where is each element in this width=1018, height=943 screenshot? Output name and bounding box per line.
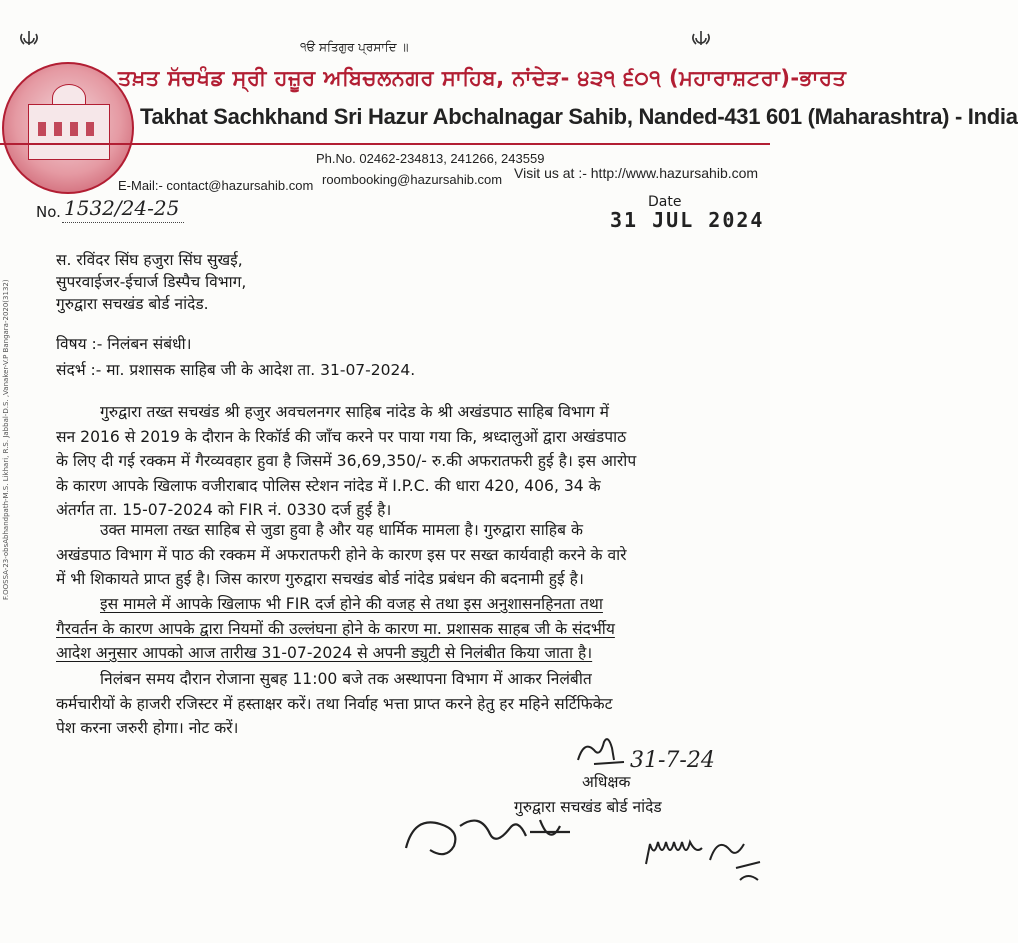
website: Visit us at :- http://www.hazursahib.com [514, 165, 759, 181]
paragraph-line: के कारण आपके खिलाफ वजीराबाद पोलिस स्टेशन नांदेड में I.P.C. की धारा 420, 406, 34 के [56, 476, 601, 495]
letter-no-label: No. [36, 203, 61, 221]
phone-numbers: Ph.No. 02462-234813, 241266, 243559 [316, 151, 545, 166]
paragraph-3 [56, 592, 756, 666]
paragraph-line: में भी शिकायते प्राप्त हुई है। जिस कारण गुरुद्वारा सचखंड बोर्ड नांदेड प्रबंधन की बदनामी हुई है। [56, 570, 584, 589]
paragraph-line: अखंडपाठ विभाग में पाठ की रक्कम में अफरातफरी होने के कारण इस पर सख्त कार्यवाही करने के वारे [56, 545, 627, 564]
paragraph-line: सन 2016 से 2019 के दौरान के रिकॉर्ड की जाँच करने पर पाया गया कि, श्रध्दालुओं द्वारा अखंडपाठ [56, 427, 627, 446]
gurudwara-logo [2, 62, 134, 194]
paragraph-line: के लिए दी गई रक्कम में गैरव्यवहार हुवा है जिसमें 36,69,350/- रु.की अफरातफरी हुई है। इस आरोप [56, 452, 637, 471]
side-print: F.OOSSA-23-obsAbhandpath-M.S. Likhari, R.S. Jabbal-D.S. ,Vanaker-V.P Bangara-2020(3132) [2, 279, 10, 600]
letterhead-title-english: Takhat Sachkhand Sri Hazur Abchalnagar Sahib, Nanded-431 601 (Maharashtra) - India [140, 104, 1018, 129]
paragraph-4 [56, 667, 756, 741]
recipient-line-2: सुपरवाईजर-ईचार्ज डिस्पैच विभाग, [56, 273, 247, 291]
recipient-line-1: स. रविंदर सिंघ हजुरा सिंघ सुखई, [56, 251, 243, 269]
email-address: E-Mail:- contact@hazursahib.com [118, 178, 314, 193]
invocation: ੧ੳ ਸਤਿਗੁਰ ਪ੍ਰਸਾਦਿ ॥ [300, 40, 409, 54]
subject-line: विषय :- निलंबन संबंधी। [56, 335, 192, 353]
paragraph-line: कर्मचारीयों के हाजरी रजिस्टर में हस्ताक्षर करें। तथा निर्वाह भत्ता प्राप्त करने हेतु हर महिने सर्टिफिकेट [56, 694, 613, 713]
khanda-right-icon [690, 30, 712, 46]
letterhead-rule [0, 143, 770, 145]
paragraph-line: गुरुद्वारा तख्त सचखंड श्री हजुर अवचलनगर साहिब नांदेड के श्री अखंडपाठ साहिब विभाग में [100, 403, 609, 421]
letter-no-value: 1532/24-25 [64, 196, 180, 220]
signatory-organisation: गुरुद्वारा सचखंड बोर्ड नांदेड [514, 798, 662, 816]
paragraph-line: निलंबन समय दौरान रोजाना सुबह 11:00 बजे तक अस्थापना विभाग में आकर निलंबीत [100, 670, 592, 688]
date-stamp: 31 JUL 2024 [610, 208, 765, 232]
roombooking-email: roombooking@hazursahib.com [322, 172, 503, 187]
paragraph-line: उक्त मामला तख्त साहिब से जुडा हुवा है और यह धार्मिक मामला है। गुरुद्वारा साहिब के [100, 521, 583, 539]
handwritten-date: 31-7-24 [630, 748, 715, 773]
khanda-left-icon [18, 30, 40, 46]
paragraph-line: अंतर्गत ता. 15-07-2024 को FIR नं. 0330 दर्ज हुई है। [56, 501, 392, 520]
paragraph-2 [56, 518, 756, 592]
date-label: Date [648, 194, 682, 210]
signatory-designation: अधिक्षक [582, 773, 631, 791]
recipient-line-3: गुरुद्वारा सचखंड बोर्ड नांदेड. [56, 295, 209, 313]
letterhead-title-punjabi: ਤਖ਼ਤ ਸੱਚਖੰਡ ਸ੍ਰੀ ਹਜ਼ੂਰ ਅਬਿਚਲਨਗਰ ਸਾਹਿਬ, ਨਾਂਦੇੜ- ੪੩੧ ੬੦੧ (ਮਹਾਰਾਸ਼ਟਰਾ)-ਭਾਰਤ [118, 66, 847, 90]
witness-signature [640, 818, 768, 888]
superintendent-signature [574, 730, 634, 772]
paragraph-line: गैरवर्तन के कारण आपके द्वारा नियमों की उल्लंघना होने के कारण मा. प्रशासक साहब जी के संदर्भीय [56, 619, 615, 638]
paragraph-1 [56, 400, 756, 523]
paragraph-line: आदेश अनुसार आपको आज तारीख 31-07-2024 से अपनी ड्युटी से निलंबीत किया जाता है। [56, 644, 593, 663]
paragraph-line: इस मामले में आपके खिलाफ भी FIR दर्ज होने की वजह से तथा इस अनुशासनहिनता तथा [100, 595, 603, 613]
receiver-signature [400, 806, 600, 866]
paragraph-line: पेश करना जरुरी होगा। नोट करें। [56, 719, 239, 738]
letter-no-rule [62, 222, 184, 223]
reference-line: संदर्भ :- मा. प्रशासक साहिब जी के आदेश ता. 31-07-2024. [56, 361, 416, 379]
